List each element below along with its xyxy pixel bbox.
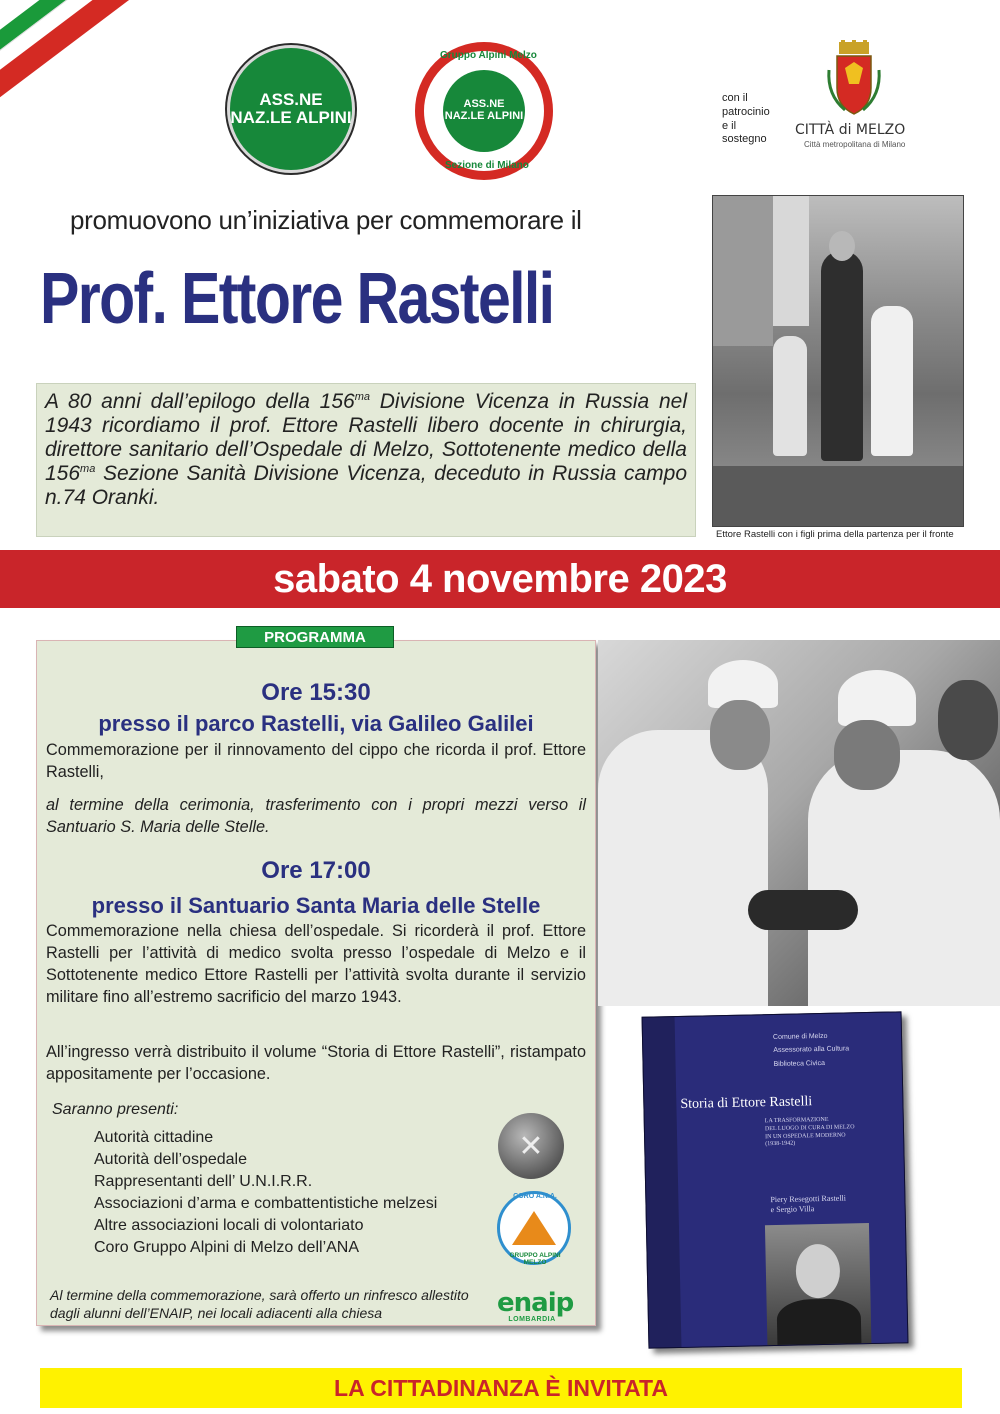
- book-org-line: Biblioteca Civica: [773, 1059, 825, 1068]
- program-tag: PROGRAMMA: [236, 626, 394, 648]
- city-subtitle: Città metropolitana di Milano: [804, 140, 906, 149]
- patronage-line: con il: [722, 92, 748, 104]
- book-authors: [770, 1194, 846, 1216]
- present-title: Saranno presenti:: [52, 1101, 179, 1118]
- book-subtitle-line: DEL LUOGO DI CURA DI MELZO: [764, 1124, 855, 1132]
- program-place-1: presso il parco Rastelli, via Galileo Galilei: [98, 711, 534, 736]
- ana-logo: [227, 45, 355, 173]
- list-item: Autorità cittadine: [94, 1129, 214, 1146]
- portrait-suit: [777, 1298, 862, 1348]
- book-portrait: [765, 1223, 871, 1345]
- invite-text: LA CITTADINANZA È INVITATA: [334, 1374, 668, 1401]
- gruppo-logo-arc-top: Gruppo Alpini Melzo: [440, 50, 537, 61]
- intro-sup-1: ma: [354, 391, 370, 403]
- book-subtitle: [765, 1116, 855, 1149]
- enaip-logo: [497, 1288, 574, 1324]
- book-title: Storia di Ettore Rastelli: [680, 1094, 813, 1112]
- promote-line: promuovono un’iniziativa per commemorare il: [70, 205, 582, 235]
- book-org-line: Assessorato alla Cultura: [773, 1045, 850, 1055]
- family-photo: [712, 195, 964, 527]
- program-time-2: Ore 17:00: [261, 857, 371, 884]
- patronage-line: patrocinio: [722, 105, 770, 118]
- intro-text-1: A 80 anni dall’epilogo della 156: [45, 390, 355, 413]
- list-item: Coro Gruppo Alpini di Melzo dell’ANA: [94, 1239, 360, 1256]
- list-item: Associazioni d’arma e combattentistiche melzesi: [94, 1195, 438, 1212]
- gruppo-alpini-label: GRUPPO ALPINI MELZO: [509, 1252, 561, 1266]
- intro-text-3: Sezione Sanità Divisione Vicenza, deceduto in Russia campo n.74 Oranki.: [45, 461, 687, 509]
- family-photo-caption: Ettore Rastelli con i figli prima della partenza per il fronte: [716, 529, 954, 540]
- program-body-1: Commemorazione per il rinnovamento del cippo che ricorda il prof. Ettore Rastelli,: [46, 741, 586, 781]
- patronage-line: e il: [722, 119, 737, 132]
- program-body-1-italic: al termine della cerimonia, trasferimento con i propri mezzi verso il Santuario S. Maria delle Stelle.: [46, 796, 586, 836]
- book-author-line: Piery Resegotti Rastelli: [770, 1193, 847, 1205]
- book-subtitle-line: IN UN OSPEDALE MODERNO: [765, 1132, 846, 1140]
- book-cover: [642, 1011, 909, 1348]
- present-list: [94, 1127, 437, 1259]
- melzo-coat-of-arms-icon: [825, 40, 883, 118]
- list-item: Autorità dell’ospedale: [94, 1151, 247, 1168]
- program-place-2: presso il Santuario Santa Maria delle Stelle: [91, 893, 541, 918]
- list-item: Altre associazioni locali di volontariato: [94, 1217, 364, 1234]
- intro-text-2: Divisione Vicenza in Russia nel 1943 ricordiamo il prof. Ettore Rastelli libero docente in chirurgia, direttore sanitario dell’Ospedale di Melzo, Sottotenente medico della 156: [45, 390, 687, 485]
- patronage-line: sostegno: [722, 133, 767, 146]
- book-author-line: e Sergio Villa: [770, 1204, 815, 1215]
- enaip-region: LOMBARDIA: [508, 1316, 556, 1323]
- book-subtitle-line: LA TRASFORMAZIONE: [764, 1116, 829, 1125]
- ana-logo-text: ASS.NE NAZ.LE ALPINI: [230, 90, 352, 127]
- book-subtitle-line: (1938-1942): [765, 1140, 796, 1148]
- surgery-photo: [598, 640, 1000, 1006]
- portrait-head: [795, 1244, 840, 1299]
- gruppo-logo-inner-text: ASS.NE NAZ.LE ALPINI: [444, 98, 524, 122]
- closing-note: Al termine della commemorazione, sarà offerto un rinfresco allestito dagli alunni dell’ENAIP, nei locali adiacenti alla chiesa: [50, 1287, 469, 1322]
- gruppo-alpini-logo-inner: [443, 70, 525, 152]
- event-date: sabato 4 novembre 2023: [273, 556, 727, 601]
- gruppo-logo-arc-bottom: Sezione di Milano: [445, 160, 529, 171]
- intro-paragraph: [36, 383, 696, 537]
- enaip-logo-text: enaip: [497, 1288, 574, 1318]
- city-name: CITTÀ di MELZO: [795, 122, 906, 138]
- list-item: Rappresentanti dell’ U.N.I.R.R.: [94, 1173, 313, 1190]
- book-org-line: Comune di Melzo: [772, 1032, 828, 1042]
- intro-sup-2: ma: [80, 462, 96, 475]
- alpini-badge-icon: ✕: [498, 1113, 564, 1179]
- program-body-2: Commemorazione nella chiesa dell’ospedale. Si ricorderà il prof. Ettore Rastelli per l’attività di medico svolta presso l’ospedale di Melzo e il Sottotenente medico Ettore Rastelli per l’attività svolta durante il servizio militare fino all’estremo sacrificio del marzo 1943.: [46, 922, 586, 1006]
- patronage-text: [722, 92, 770, 147]
- program-time-1: Ore 15:30: [261, 679, 371, 706]
- program-body-3: All’ingresso verrà distribuito il volume “Storia di Ettore Rastelli”, ristampato appositamente per l’occasione.: [46, 1043, 586, 1083]
- tricolore-ribbon: [0, 0, 240, 200]
- coro-label: CORO A.N.A.: [513, 1193, 557, 1200]
- page-title: Prof. Ettore Rastelli: [40, 259, 554, 339]
- book-publisher: [773, 1029, 850, 1070]
